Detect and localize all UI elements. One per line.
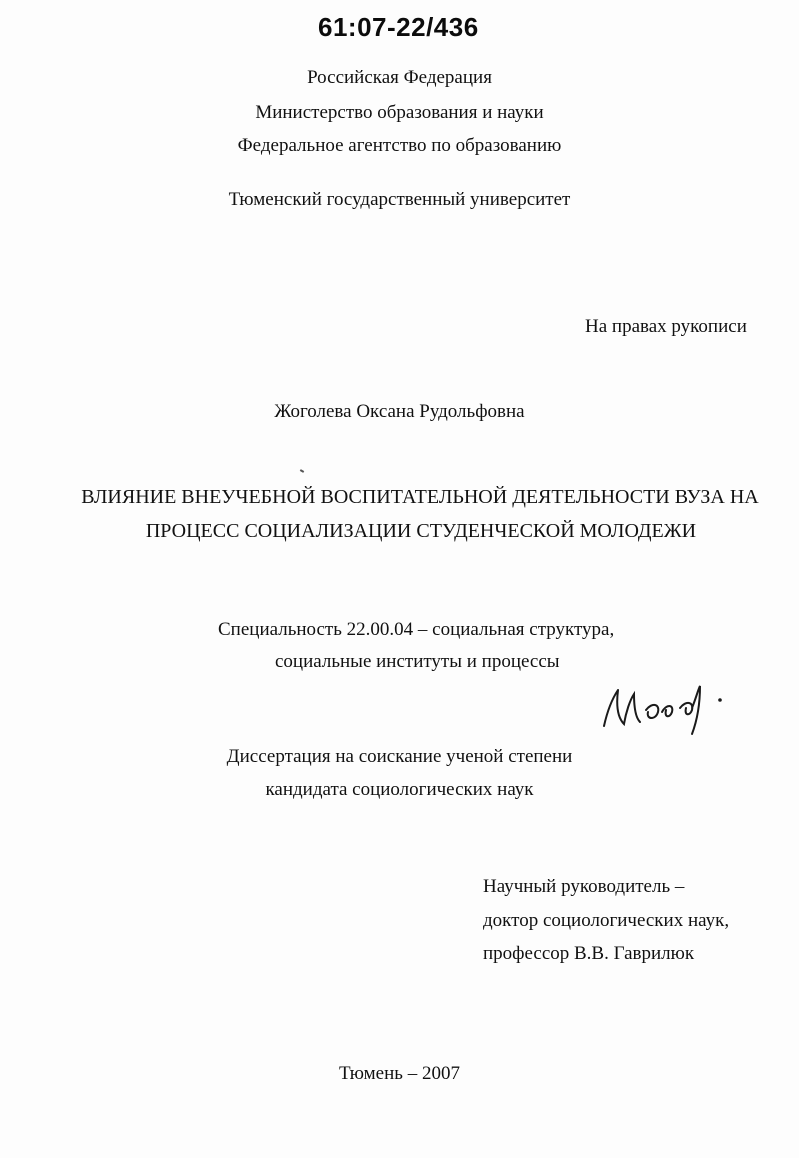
- supervisor-line-3: профессор В.В. Гаврилюк: [483, 943, 695, 964]
- manuscript-note: На правах рукописи: [585, 316, 747, 337]
- archive-code: 61:07-22/436: [318, 12, 479, 42]
- specialty-line-1: Специальность 22.00.04 – социальная структура,: [218, 619, 615, 640]
- dissertation-title-line-2: ПРОЦЕСС СОЦИАЛИЗАЦИИ СТУДЕНЧЕСКОЙ МОЛОДЕЖИ: [145, 520, 697, 542]
- supervisor-line-1: Научный руководитель –: [483, 876, 685, 897]
- country-line: Российская Федерация: [307, 67, 492, 88]
- dissertation-title-line-1: ВЛИЯНИЕ ВНЕУЧЕБНОЙ ВОСПИТАТЕЛЬНОЙ ДЕЯТЕЛЬНОСТИ ВУЗА НА: [81, 486, 759, 508]
- degree-line-1: Диссертация на соискание ученой степени: [226, 746, 573, 767]
- degree-line-2: кандидата социологических наук: [265, 779, 534, 800]
- specialty-line-2: социальные институты и процессы: [275, 651, 560, 672]
- university-line: Тюменский государственный университет: [228, 189, 571, 210]
- supervisor-line-2: доктор социологических наук,: [483, 910, 730, 931]
- handwritten-signature: [596, 678, 736, 738]
- signature-icon: [596, 678, 736, 738]
- agency-line: Федеральное агентство по образованию: [237, 135, 562, 156]
- ministry-line: Министерство образования и науки: [255, 102, 544, 123]
- stray-mark: [300, 469, 304, 473]
- author-name: Жоголева Оксана Рудольфовна: [274, 401, 525, 422]
- city-year: Тюмень – 2007: [339, 1063, 460, 1084]
